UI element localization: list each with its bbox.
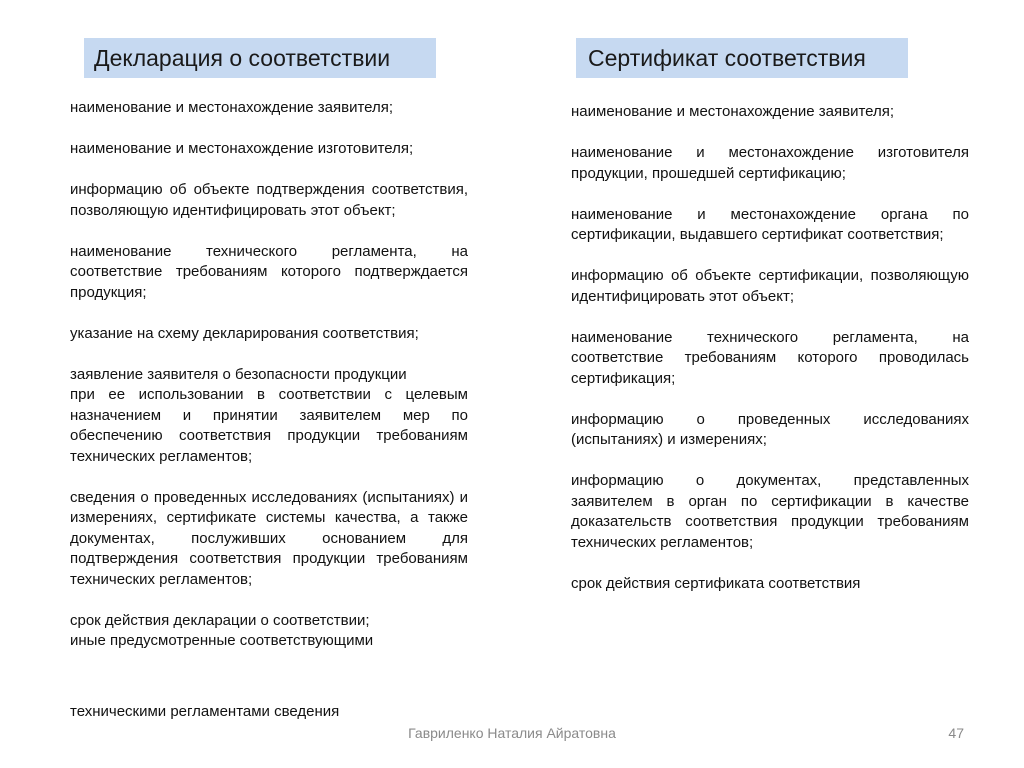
declaration-item: срок действия декларации о соответствии; (70, 611, 370, 629)
certificate-item: наименование и местонахождение заявителя; (571, 103, 895, 120)
declaration-heading: Декларация о соответствии (84, 38, 436, 78)
certificate-item: наименование и местонахождение изготовителя продукции, прошедшей сертификацию; (571, 144, 969, 182)
declaration-item: указание на схему декларирования соответствия; (70, 324, 419, 342)
declaration-item: информацию об объекте подтверждения соответствия, позволяющую идентифицировать этот объект; (70, 181, 468, 219)
declaration-item: техническими регламентами сведения (70, 703, 340, 720)
declaration-item: сведения о проведенных исследованиях (испытаниях) и измерениях, сертификате системы качества, а также документах, послуживших основанием для подтверждения соответствия продукции требованиям технических регламентов; (70, 488, 468, 588)
certificate-column (571, 102, 969, 615)
declaration-column (70, 98, 468, 720)
certificate-item: информацию о документах, представленных заявителем в орган по сертификации в качестве доказательств соответствия продукции требованиям технических регламентов; (571, 472, 969, 551)
declaration-item: заявление заявителя о безопасности продукции (70, 365, 407, 383)
declaration-item: при ее использовании в соответствии с целевым назначением и принятии заявителем мер по обеспечению соответствия продукции требованиям технических регламентов; (70, 386, 468, 465)
certificate-item: информацию об объекте сертификации, позволяющую идентифицировать этот объект; (571, 267, 969, 305)
footer-author: Гавриленко Наталия Айратовна (408, 725, 616, 741)
page-number: 47 (948, 725, 964, 741)
declaration-item: наименование технического регламента, на соответствие требованиям которого подтверждается продукция; (70, 242, 468, 301)
certificate-item: срок действия сертификата соответствия (571, 574, 861, 592)
certificate-heading: Сертификат соответствия (576, 38, 908, 78)
declaration-item: наименование и местонахождение изготовителя; (70, 140, 414, 157)
certificate-item: наименование и местонахождение органа по сертификации, выдавшего сертификат соответствия; (571, 205, 969, 243)
declaration-item: наименование и местонахождение заявителя; (70, 99, 394, 116)
certificate-item: наименование технического регламента, на соответствие требованиям которого проводилась сертификация; (571, 328, 969, 387)
declaration-item: иные предусмотренные соответствующими (70, 632, 374, 649)
certificate-item: информацию о проведенных исследованиях (испытаниях) и измерениях; (571, 410, 969, 448)
